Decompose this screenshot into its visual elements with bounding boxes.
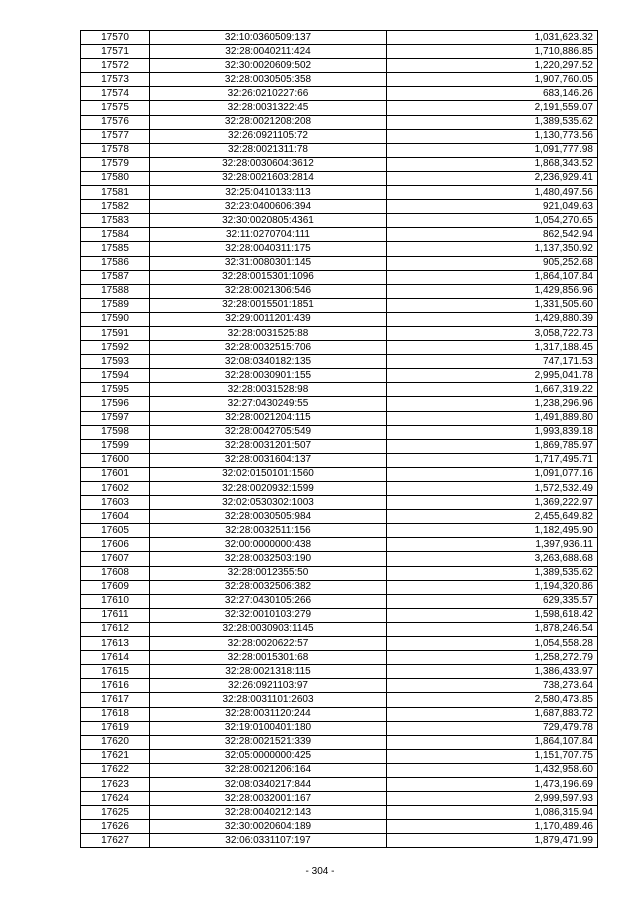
amount-cell: 1,868,343.52: [387, 157, 598, 171]
cadastral-number-cell: 32:30:0020805:4361: [150, 214, 387, 228]
amount-cell: 1,220,297.52: [387, 59, 598, 73]
table-row: [81, 524, 598, 538]
table-row: [81, 369, 598, 383]
row-number-cell: 17589: [81, 298, 150, 312]
row-number-cell: 17623: [81, 777, 150, 791]
cadastral-number-cell: 32:28:0031525:88: [150, 326, 387, 340]
row-number-cell: 17580: [81, 171, 150, 185]
table-row: [81, 792, 598, 806]
row-number-cell: 17608: [81, 566, 150, 580]
amount-cell: 1,194,320.86: [387, 580, 598, 594]
cadastral-number-cell: 32:28:0012355:50: [150, 566, 387, 580]
amount-cell: 747,171.53: [387, 355, 598, 369]
amount-cell: 1,429,856.96: [387, 284, 598, 298]
row-number-cell: 17605: [81, 524, 150, 538]
cadastral-number-cell: 32:27:0430105:266: [150, 594, 387, 608]
cadastral-number-cell: 32:31:0080301:145: [150, 256, 387, 270]
row-number-cell: 17591: [81, 326, 150, 340]
amount-cell: 1,238,296.96: [387, 397, 598, 411]
amount-cell: 1,710,886.85: [387, 45, 598, 59]
cadastral-number-cell: 32:28:0031604:137: [150, 453, 387, 467]
amount-cell: 1,137,350.92: [387, 242, 598, 256]
cadastral-number-cell: 32:28:0040211:424: [150, 45, 387, 59]
table-row: [81, 665, 598, 679]
row-number-cell: 17613: [81, 637, 150, 651]
row-number-cell: 17573: [81, 73, 150, 87]
row-number-cell: 17595: [81, 383, 150, 397]
table-row: [81, 735, 598, 749]
amount-cell: 905,252.68: [387, 256, 598, 270]
amount-cell: 1,572,532.49: [387, 482, 598, 496]
cadastral-number-cell: 32:28:0021603:2814: [150, 171, 387, 185]
row-number-cell: 17622: [81, 763, 150, 777]
amount-cell: 1,086,315.94: [387, 806, 598, 820]
cadastral-number-cell: 32:28:0020932:1599: [150, 482, 387, 496]
cadastral-number-cell: 32:30:0020609:502: [150, 59, 387, 73]
amount-cell: 3,058,722.73: [387, 326, 598, 340]
cadastral-number-cell: 32:08:0340217:844: [150, 777, 387, 791]
row-number-cell: 17577: [81, 129, 150, 143]
amount-cell: 1,091,077.16: [387, 467, 598, 481]
table-row: [81, 129, 598, 143]
row-number-cell: 17578: [81, 143, 150, 157]
row-number-cell: 17600: [81, 453, 150, 467]
row-number-cell: 17582: [81, 200, 150, 214]
amount-cell: 1,386,433.97: [387, 665, 598, 679]
row-number-cell: 17576: [81, 115, 150, 129]
amount-cell: 1,993,839.18: [387, 425, 598, 439]
table-row: [81, 538, 598, 552]
amount-cell: 1,054,270.65: [387, 214, 598, 228]
amount-cell: 2,236,929.41: [387, 171, 598, 185]
amount-cell: 862,542.94: [387, 228, 598, 242]
row-number-cell: 17586: [81, 256, 150, 270]
amount-cell: 683,146.26: [387, 87, 598, 101]
amount-cell: 1,429,880.39: [387, 312, 598, 326]
row-number-cell: 17570: [81, 31, 150, 45]
cadastral-number-cell: 32:28:0015501:1851: [150, 298, 387, 312]
table-row: [81, 45, 598, 59]
cadastral-number-cell: 32:28:0030604:3612: [150, 157, 387, 171]
table-row: [81, 763, 598, 777]
amount-cell: 1,473,196.69: [387, 777, 598, 791]
row-number-cell: 17603: [81, 496, 150, 510]
row-number-cell: 17579: [81, 157, 150, 171]
row-number-cell: 17614: [81, 651, 150, 665]
row-number-cell: 17624: [81, 792, 150, 806]
table-row: [81, 820, 598, 834]
cadastral-number-cell: 32:28:0040212:143: [150, 806, 387, 820]
table-row: [81, 383, 598, 397]
row-number-cell: 17619: [81, 721, 150, 735]
cadastral-number-cell: 32:28:0021204:115: [150, 411, 387, 425]
cadastral-number-cell: 32:26:0210227:66: [150, 87, 387, 101]
cadastral-number-cell: 32:27:0430249:55: [150, 397, 387, 411]
cadastral-number-cell: 32:28:0030505:358: [150, 73, 387, 87]
table-row: [81, 73, 598, 87]
table-row: [81, 608, 598, 622]
cadastral-number-cell: 32:10:0360509:137: [150, 31, 387, 45]
cadastral-number-cell: 32:00:0000000:438: [150, 538, 387, 552]
cadastral-number-cell: 32:23:0400606:394: [150, 200, 387, 214]
cadastral-number-cell: 32:11:0270704:111: [150, 228, 387, 242]
row-number-cell: 17581: [81, 186, 150, 200]
table-row: [81, 651, 598, 665]
table-row: [81, 749, 598, 763]
row-number-cell: 17618: [81, 707, 150, 721]
table-row: [81, 186, 598, 200]
table-row: [81, 270, 598, 284]
cadastral-number-cell: 32:28:0021206:164: [150, 763, 387, 777]
row-number-cell: 17575: [81, 101, 150, 115]
table-row: [81, 298, 598, 312]
row-number-cell: 17602: [81, 482, 150, 496]
amount-cell: 1,130,773.56: [387, 129, 598, 143]
table-body: [81, 31, 598, 848]
row-number-cell: 17620: [81, 735, 150, 749]
amount-cell: 1,717,495.71: [387, 453, 598, 467]
cadastral-number-cell: 32:28:0021318:115: [150, 665, 387, 679]
amount-cell: 1,054,558.28: [387, 637, 598, 651]
cadastral-number-cell: 32:28:0015301:1096: [150, 270, 387, 284]
cadastral-number-cell: 32:30:0020604:189: [150, 820, 387, 834]
row-number-cell: 17611: [81, 608, 150, 622]
amount-cell: 1,878,246.54: [387, 622, 598, 636]
table-row: [81, 143, 598, 157]
amount-cell: 629,335.57: [387, 594, 598, 608]
row-number-cell: 17588: [81, 284, 150, 298]
table-row: [81, 115, 598, 129]
row-number-cell: 17604: [81, 510, 150, 524]
amount-cell: 1,869,785.97: [387, 439, 598, 453]
table-row: [81, 59, 598, 73]
cadastral-number-cell: 32:19:0100401:180: [150, 721, 387, 735]
table-row: [81, 411, 598, 425]
row-number-cell: 17572: [81, 59, 150, 73]
table-row: [81, 341, 598, 355]
row-number-cell: 17617: [81, 693, 150, 707]
table-row: [81, 637, 598, 651]
amount-cell: 1,170,489.46: [387, 820, 598, 834]
cadastral-number-cell: 32:28:0030505:984: [150, 510, 387, 524]
amount-cell: 1,687,883.72: [387, 707, 598, 721]
cadastral-number-cell: 32:28:0015301:68: [150, 651, 387, 665]
table-row: [81, 707, 598, 721]
table-row: [81, 482, 598, 496]
records-table: [80, 30, 598, 848]
table-row: [81, 87, 598, 101]
cadastral-number-cell: 32:28:0042705:549: [150, 425, 387, 439]
cadastral-number-cell: 32:28:0021208:208: [150, 115, 387, 129]
cadastral-number-cell: 32:26:0921103:97: [150, 679, 387, 693]
row-number-cell: 17610: [81, 594, 150, 608]
amount-cell: 2,455,649.82: [387, 510, 598, 524]
amount-cell: 1,667,319.22: [387, 383, 598, 397]
row-number-cell: 17593: [81, 355, 150, 369]
cadastral-number-cell: 32:28:0032515:706: [150, 341, 387, 355]
row-number-cell: 17574: [81, 87, 150, 101]
amount-cell: 1,432,958.60: [387, 763, 598, 777]
amount-cell: 1,397,936.11: [387, 538, 598, 552]
cadastral-number-cell: 32:06:0331107:197: [150, 834, 387, 848]
table-row: [81, 594, 598, 608]
cadastral-number-cell: 32:26:0921105:72: [150, 129, 387, 143]
amount-cell: 1,369,222.97: [387, 496, 598, 510]
table-row: [81, 453, 598, 467]
amount-cell: 1,879,471.99: [387, 834, 598, 848]
table-row: [81, 157, 598, 171]
row-number-cell: 17598: [81, 425, 150, 439]
row-number-cell: 17583: [81, 214, 150, 228]
cadastral-number-cell: 32:28:0031101:2603: [150, 693, 387, 707]
row-number-cell: 17615: [81, 665, 150, 679]
amount-cell: 1,151,707.75: [387, 749, 598, 763]
table-row: [81, 693, 598, 707]
amount-cell: 2,191,559.07: [387, 101, 598, 115]
cadastral-number-cell: 32:28:0040311:175: [150, 242, 387, 256]
row-number-cell: 17587: [81, 270, 150, 284]
amount-cell: 1,389,535.62: [387, 115, 598, 129]
table-row: [81, 397, 598, 411]
row-number-cell: 17616: [81, 679, 150, 693]
cadastral-number-cell: 32:28:0020622:57: [150, 637, 387, 651]
table-row: [81, 806, 598, 820]
table-row: [81, 834, 598, 848]
amount-cell: 1,864,107.84: [387, 735, 598, 749]
cadastral-number-cell: 32:28:0031120:244: [150, 707, 387, 721]
table-row: [81, 580, 598, 594]
cadastral-number-cell: 32:28:0021521:339: [150, 735, 387, 749]
table-row: [81, 171, 598, 185]
amount-cell: 738,273.64: [387, 679, 598, 693]
amount-cell: 1,031,623.32: [387, 31, 598, 45]
table-row: [81, 425, 598, 439]
row-number-cell: 17590: [81, 312, 150, 326]
cadastral-number-cell: 32:29:0011201:439: [150, 312, 387, 326]
cadastral-number-cell: 32:08:0340182:135: [150, 355, 387, 369]
table-row: [81, 214, 598, 228]
cadastral-number-cell: 32:28:0032503:190: [150, 552, 387, 566]
amount-cell: 1,317,188.45: [387, 341, 598, 355]
cadastral-number-cell: 32:05:0000000:425: [150, 749, 387, 763]
row-number-cell: 17621: [81, 749, 150, 763]
amount-cell: 1,091,777.98: [387, 143, 598, 157]
cadastral-number-cell: 32:02:0150101:1560: [150, 467, 387, 481]
cadastral-number-cell: 32:28:0021311:78: [150, 143, 387, 157]
table-row: [81, 566, 598, 580]
cadastral-number-cell: 32:28:0021306:546: [150, 284, 387, 298]
amount-cell: 1,864,107.84: [387, 270, 598, 284]
amount-cell: 1,389,535.62: [387, 566, 598, 580]
table-row: [81, 31, 598, 45]
row-number-cell: 17599: [81, 439, 150, 453]
table-row: [81, 326, 598, 340]
row-number-cell: 17626: [81, 820, 150, 834]
row-number-cell: 17607: [81, 552, 150, 566]
amount-cell: 1,480,497.56: [387, 186, 598, 200]
row-number-cell: 17596: [81, 397, 150, 411]
table-row: [81, 439, 598, 453]
cadastral-number-cell: 32:28:0032511:156: [150, 524, 387, 538]
cadastral-number-cell: 32:28:0032506:382: [150, 580, 387, 594]
table-row: [81, 777, 598, 791]
table-row: [81, 496, 598, 510]
table-row: [81, 622, 598, 636]
cadastral-number-cell: 32:28:0030901:155: [150, 369, 387, 383]
amount-cell: 1,491,889.80: [387, 411, 598, 425]
row-number-cell: 17609: [81, 580, 150, 594]
row-number-cell: 17606: [81, 538, 150, 552]
amount-cell: 921,049.63: [387, 200, 598, 214]
row-number-cell: 17625: [81, 806, 150, 820]
table-row: [81, 355, 598, 369]
row-number-cell: 17592: [81, 341, 150, 355]
cadastral-number-cell: 32:32:0010103:279: [150, 608, 387, 622]
page-number: - 304 -: [305, 866, 335, 877]
table-row: [81, 242, 598, 256]
table-row: [81, 284, 598, 298]
cadastral-number-cell: 32:28:0030903:1145: [150, 622, 387, 636]
cadastral-number-cell: 32:28:0031322:45: [150, 101, 387, 115]
row-number-cell: 17597: [81, 411, 150, 425]
cadastral-number-cell: 32:28:0031528:98: [150, 383, 387, 397]
amount-cell: 2,999,597.93: [387, 792, 598, 806]
cadastral-number-cell: 32:25:0410133:113: [150, 186, 387, 200]
row-number-cell: 17594: [81, 369, 150, 383]
table-row: [81, 552, 598, 566]
cadastral-number-cell: 32:28:0031201:507: [150, 439, 387, 453]
amount-cell: 1,598,618.42: [387, 608, 598, 622]
amount-cell: 1,182,495.90: [387, 524, 598, 538]
table-row: [81, 467, 598, 481]
row-number-cell: 17585: [81, 242, 150, 256]
amount-cell: 2,995,041.78: [387, 369, 598, 383]
table-row: [81, 312, 598, 326]
cadastral-number-cell: 32:28:0032001:167: [150, 792, 387, 806]
table-row: [81, 510, 598, 524]
amount-cell: 1,258,272.79: [387, 651, 598, 665]
row-number-cell: 17571: [81, 45, 150, 59]
cadastral-number-cell: 32:02:0530302:1003: [150, 496, 387, 510]
row-number-cell: 17601: [81, 467, 150, 481]
amount-cell: 1,907,760.05: [387, 73, 598, 87]
table-row: [81, 721, 598, 735]
row-number-cell: 17627: [81, 834, 150, 848]
amount-cell: 1,331,505.60: [387, 298, 598, 312]
table-row: [81, 101, 598, 115]
table-row: [81, 228, 598, 242]
amount-cell: 3,263,688.68: [387, 552, 598, 566]
table-row: [81, 679, 598, 693]
table-row: [81, 200, 598, 214]
amount-cell: 729,479.78: [387, 721, 598, 735]
amount-cell: 2,580,473.85: [387, 693, 598, 707]
table-row: [81, 256, 598, 270]
row-number-cell: 17584: [81, 228, 150, 242]
row-number-cell: 17612: [81, 622, 150, 636]
